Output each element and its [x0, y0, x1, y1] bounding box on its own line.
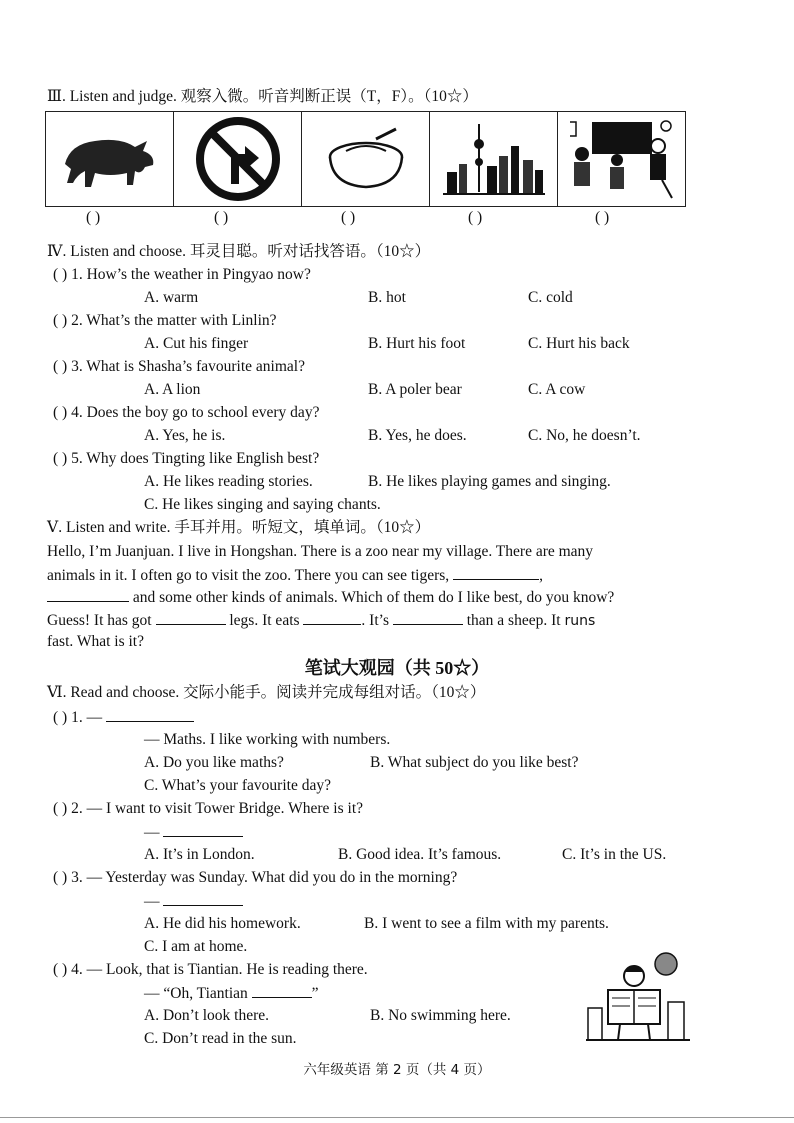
reply-dash: —	[144, 893, 160, 910]
boy-reading-in-sun-picture	[584, 950, 694, 1046]
question-4-5: ( ) 5. Why does Tingting like English best?	[53, 450, 320, 467]
section-3-title: Ⅲ. Listen and judge. 观察入微。听音判断正误（T，F）。（10☆）	[47, 88, 478, 105]
written-test-title: 笔试大观园（共 50☆）	[304, 658, 490, 678]
bottom-divider	[0, 1117, 794, 1118]
option-4-3-a[interactable]: A. A lion	[144, 381, 201, 398]
fill-blank-3[interactable]	[156, 610, 226, 625]
answer-blank-6-1[interactable]	[106, 707, 194, 722]
option-4-1-b[interactable]: B. hot	[368, 289, 406, 306]
reply-text: — “Oh, Tiantian	[144, 985, 248, 1002]
passage-line-4	[47, 610, 595, 631]
section-4-title: Ⅳ. Listen and choose. 耳灵目聪。听对话找答语。（10☆）	[47, 243, 431, 260]
answer-paren-2[interactable]: ( )	[214, 209, 229, 226]
option-4-4-c[interactable]: C. No, he doesn’t.	[528, 427, 641, 444]
question-6-2: ( ) 2. — I want to visit Tower Bridge. Where is it?	[53, 800, 363, 817]
answer-blank-6-4[interactable]	[252, 983, 312, 998]
passage-text: animals in it. I often go to visit the zoo. There you can see tigers,	[47, 567, 450, 584]
option-4-2-a[interactable]: A. Cut his finger	[144, 335, 249, 352]
option-6-2-a[interactable]: A. It’s in London.	[144, 846, 255, 863]
section-5-title: Ⅴ. Listen and write. 手耳并用。听短文，填单词。（10☆）	[47, 519, 431, 536]
option-4-5-a[interactable]: A. He likes reading stories.	[144, 473, 313, 490]
option-4-5-c[interactable]: C. He likes singing and saying chants.	[144, 496, 381, 513]
section-6-title: Ⅵ. Read and choose. 交际小能手。阅读并完成每组对话。（10☆）	[47, 684, 486, 701]
city-skyline-picture	[430, 112, 558, 206]
question-6-1	[53, 707, 194, 728]
answer-blank-6-3[interactable]	[163, 891, 243, 906]
question-4-1: ( ) 1. How’s the weather in Pingyao now?	[53, 266, 311, 283]
reply-dash: —	[144, 824, 160, 841]
passage-text: legs. It eats	[229, 612, 300, 629]
option-6-3-b[interactable]: B. I went to see a film with my parents.	[364, 915, 609, 932]
question-6-4: ( ) 4. — Look, that is Tiantian. He is reading there.	[53, 961, 368, 978]
option-4-5-b[interactable]: B. He likes playing games and singing.	[368, 473, 611, 490]
option-4-3-b[interactable]: B. A poler bear	[368, 381, 462, 398]
option-6-4-c[interactable]: C. Don’t read in the sun.	[144, 1030, 297, 1047]
option-6-1-a[interactable]: A. Do you like maths?	[144, 754, 284, 771]
reply-6-2	[144, 822, 243, 843]
bowl-picture	[302, 112, 430, 206]
passage-text: Guess! It has got	[47, 612, 152, 629]
option-4-1-c[interactable]: C. cold	[528, 289, 573, 306]
fill-blank-4[interactable]	[303, 610, 361, 625]
passage-text: than a sheep. It	[466, 612, 561, 629]
passage-handwritten-word: runs	[564, 613, 596, 629]
option-4-4-b[interactable]: B. Yes, he does.	[368, 427, 467, 444]
reply-text: ”	[311, 985, 319, 1002]
option-6-3-a[interactable]: A. He did his homework.	[144, 915, 301, 932]
option-6-2-b[interactable]: B. Good idea. It’s famous.	[338, 846, 502, 863]
option-4-2-b[interactable]: B. Hurt his foot	[368, 335, 466, 352]
passage-line-2	[47, 565, 543, 586]
option-6-3-c[interactable]: C. I am at home.	[144, 938, 248, 955]
fill-blank-1[interactable]	[453, 565, 539, 580]
passage-line-1: Hello, I’m Juanjuan. I live in Hongshan. There is a zoo near my village. There are many	[47, 543, 594, 560]
option-4-2-c[interactable]: C. Hurt his back	[528, 335, 630, 352]
fill-blank-2[interactable]	[47, 587, 129, 602]
question-text: ( ) 1. —	[53, 709, 103, 726]
option-6-4-a[interactable]: A. Don’t look there.	[144, 1007, 269, 1024]
no-right-turn-sign	[174, 112, 302, 206]
passage-text: ,	[539, 567, 543, 584]
band-playing-picture	[558, 112, 685, 206]
reply-6-4	[144, 983, 319, 1004]
question-4-4: ( ) 4. Does the boy go to school every day?	[53, 404, 320, 421]
option-6-1-c[interactable]: C. What’s your favourite day?	[144, 777, 331, 794]
picture-strip	[45, 111, 686, 207]
passage-text: and some other kinds of animals. Which of them do I like best, do you know?	[132, 589, 615, 606]
option-4-1-a[interactable]: A. warm	[144, 289, 199, 306]
rhino-picture	[46, 112, 174, 206]
question-4-3: ( ) 3. What is Shasha’s favourite animal?	[53, 358, 305, 375]
answer-paren-4[interactable]: ( )	[468, 209, 483, 226]
option-6-1-b[interactable]: B. What subject do you like best?	[370, 754, 579, 771]
option-6-4-b[interactable]: B. No swimming here.	[370, 1007, 511, 1024]
passage-line-3	[47, 587, 614, 608]
option-4-4-a[interactable]: A. Yes, he is.	[144, 427, 226, 444]
reply-6-1: — Maths. I like working with numbers.	[144, 731, 391, 748]
question-4-2: ( ) 2. What’s the matter with Linlin?	[53, 312, 277, 329]
option-6-2-c[interactable]: C. It’s in the US.	[562, 846, 667, 863]
page-footer: 六年级英语 第 2 页（共 4 页）	[303, 1062, 491, 1078]
passage-text: . It’s	[361, 612, 389, 629]
answer-paren-3[interactable]: ( )	[341, 209, 356, 226]
passage-line-5: fast. What is it?	[47, 633, 144, 650]
answer-blank-6-2[interactable]	[163, 822, 243, 837]
answer-paren-1[interactable]: ( )	[86, 209, 101, 226]
question-6-3: ( ) 3. — Yesterday was Sunday. What did you do in the morning?	[53, 869, 458, 886]
answer-paren-5[interactable]: ( )	[595, 209, 610, 226]
reply-6-3	[144, 891, 243, 912]
option-4-3-c[interactable]: C. A cow	[528, 381, 586, 398]
fill-blank-5[interactable]	[393, 610, 463, 625]
